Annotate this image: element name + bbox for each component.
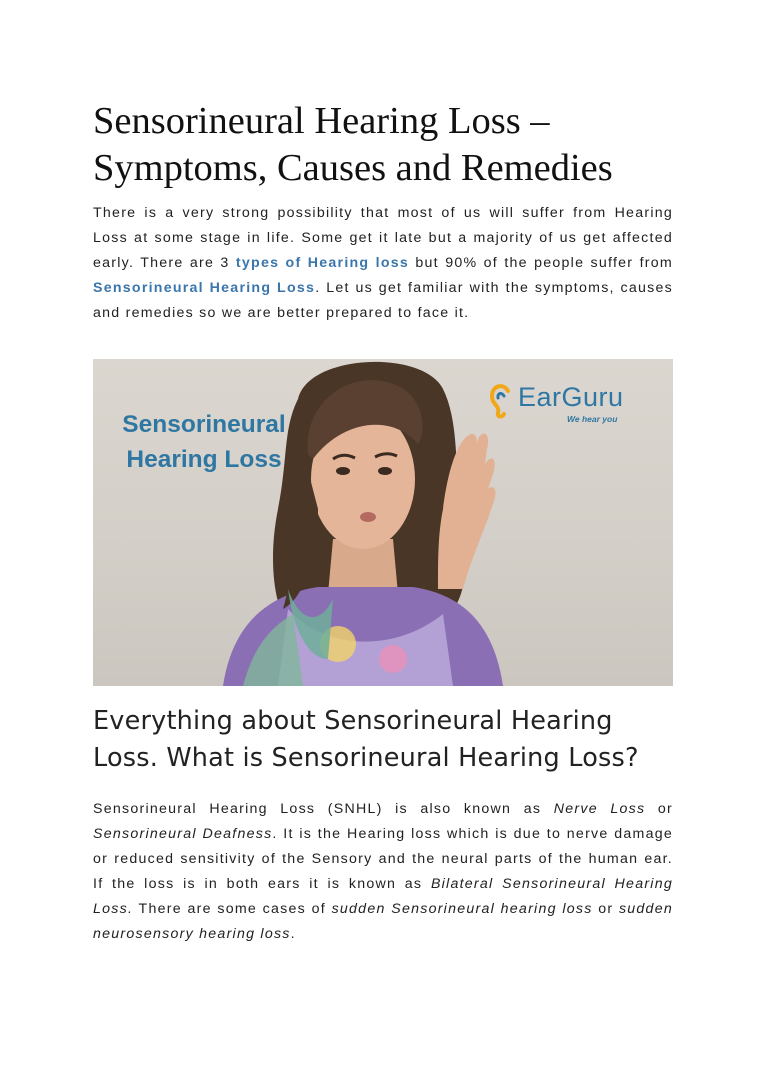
sensorineural-hearing-loss-link[interactable]: Sensorineural Hearing Loss xyxy=(93,280,316,296)
def-term-sudden-snhl: sudden Sensorineural hearing loss xyxy=(331,901,593,917)
article-title: Sensorineural Hearing Loss – Symptoms, Causes and Remedies xyxy=(93,100,613,189)
hero-image xyxy=(93,359,673,686)
types-of-hearing-loss-link[interactable]: types of Hearing loss xyxy=(235,255,410,271)
hero-label-line-2: Hearing Loss xyxy=(126,446,282,473)
hero-label-line-1: Sensorineural xyxy=(122,411,286,438)
logo-name: EarGuru xyxy=(518,382,624,412)
article xyxy=(93,98,673,326)
def-term-bilateral: Bilateral Sensorineural Hearing Loss. xyxy=(93,876,673,917)
def-term-sudden-neurosensory: sudden neurosensory hearing loss xyxy=(93,901,673,942)
intro-text-3: . Let us get familiar with the symptoms, causes and remedies so we are better prepared to face it. xyxy=(93,280,674,321)
ear-icon xyxy=(488,383,516,419)
def-text-3: . It is the Hearing loss which is due to nerve damage or reduced sensitivity of the Sensory and the neural parts of the human ear. If the loss is in both ears it is known as xyxy=(93,826,673,892)
def-text-1: Sensorineural Hearing Loss (SNHL) is also known as xyxy=(93,801,554,817)
def-text-4: There are some cases of xyxy=(133,901,332,917)
definition-paragraph xyxy=(93,797,673,947)
intro-text-2: but 90% of the people suffer from xyxy=(409,255,673,271)
hero-label xyxy=(108,407,300,477)
intro-text-1: There is a very strong possibility that most of us will suffer from Hearing Loss at some stage in life. Some get it late but a majority of us get affected early. There are 3 xyxy=(93,205,673,271)
def-text-5: or xyxy=(592,901,619,917)
def-term-sensorineural-deafness: Sensorineural Deafness xyxy=(93,826,273,842)
def-term-nerve-loss: Nerve Loss xyxy=(553,801,646,817)
logo-tagline: We hear you xyxy=(567,414,618,424)
earguru-logo xyxy=(488,379,638,429)
section-heading: Everything about Sensorineural Hearing Loss. What is Sensorineural Hearing Loss? xyxy=(93,706,639,773)
def-text-6: . xyxy=(290,926,296,942)
intro-paragraph xyxy=(93,201,673,326)
def-text-2: or xyxy=(645,801,673,817)
section-body xyxy=(93,797,673,947)
